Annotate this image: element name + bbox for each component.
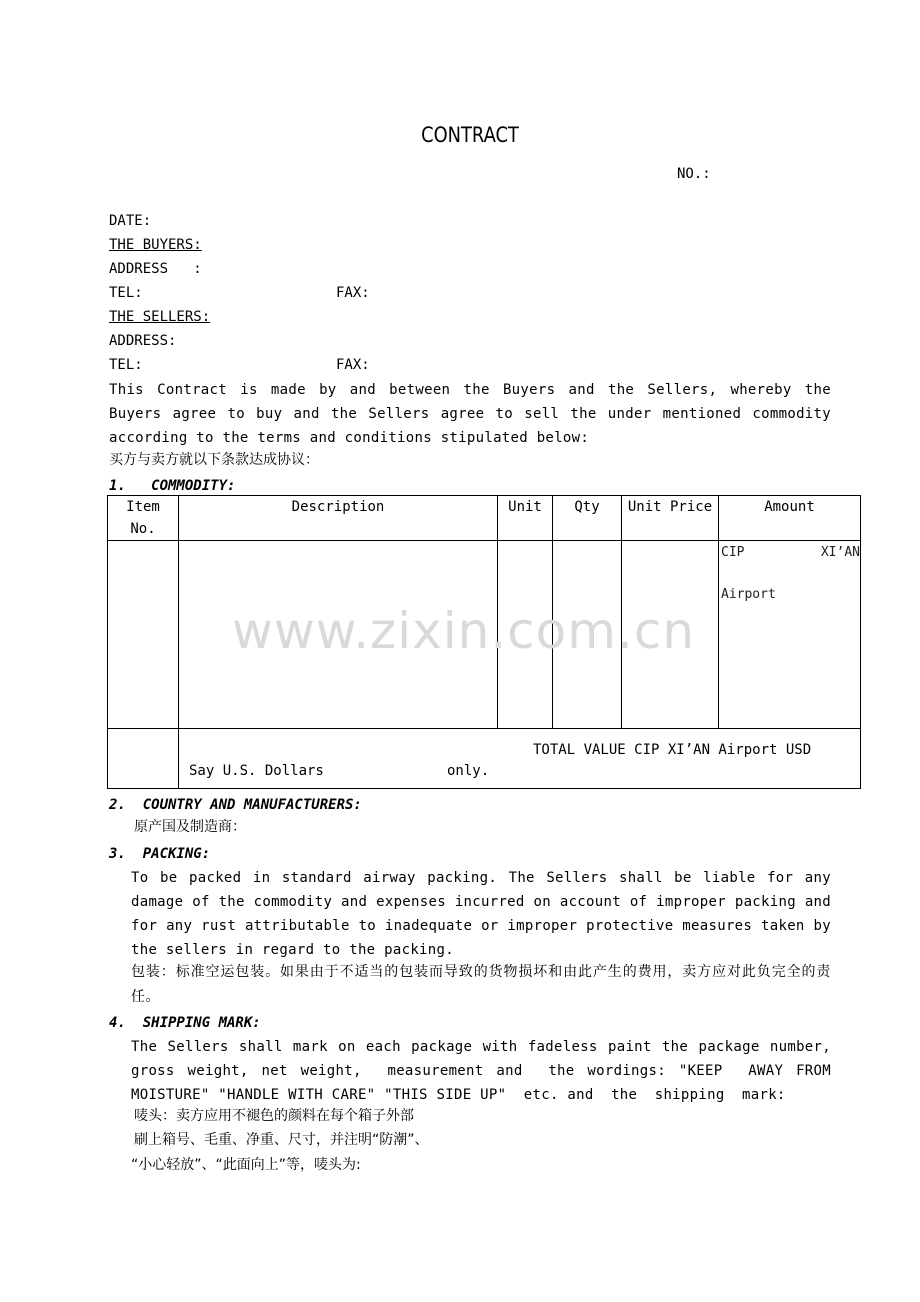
say-dollars-label: Say U.S. Dollars bbox=[189, 763, 324, 779]
column-header-unit-price: Unit Price bbox=[622, 496, 719, 541]
column-header-item-no: Item No. bbox=[108, 496, 179, 541]
buyers-tel-label: TEL: bbox=[109, 285, 143, 301]
buyers-address-label: ADDRESS : bbox=[109, 261, 202, 277]
section-3-chinese: 包装：标准空运包装。如果由于不适当的包装而导致的货物损坏和由此产生的费用，卖方应对此负完全的责任。 bbox=[131, 964, 831, 1005]
section-4-chinese-line-3: “小心轻放”、“此面向上”等，唛头为: bbox=[131, 1157, 361, 1173]
section-4-heading: 4. SHIPPING MARK: bbox=[109, 1015, 261, 1031]
amount-airport-label: Airport bbox=[721, 587, 776, 602]
date-label: DATE: bbox=[109, 213, 152, 229]
amount-city-label: XI’AN bbox=[820, 545, 860, 560]
sellers-heading: THE SELLERS: bbox=[109, 309, 211, 325]
column-header-qty: Qty bbox=[553, 496, 622, 541]
contract-title: CONTRACT bbox=[421, 123, 519, 147]
total-cell bbox=[179, 729, 861, 789]
amount-cell bbox=[719, 541, 861, 729]
intro-paragraph: This Contract is made by and between the Buyers and the Sellers, whereby the Buyers agree to buy and the Sellers agree to sell the under mentioned commodity according to the terms and conditions stipulated below: bbox=[109, 382, 831, 446]
total-row bbox=[108, 729, 861, 789]
column-header-amount: Amount bbox=[719, 496, 861, 541]
section-2-heading: 2. COUNTRY AND MANUFACTURERS: bbox=[109, 797, 362, 813]
section-4-chinese-line-2: 刷上箱号、毛重、净重、尺寸，并注明“防潮”、 bbox=[134, 1132, 429, 1148]
column-header-description: Description bbox=[179, 496, 498, 541]
sellers-address-label: ADDRESS: bbox=[109, 333, 177, 349]
amount-cip-label: CIP bbox=[721, 545, 745, 560]
section-4-chinese-line-1: 唛头：卖方应用不褪色的颜料在每个箱子外部 bbox=[134, 1108, 414, 1124]
table-header-row bbox=[108, 496, 861, 541]
buyers-heading: THE BUYERS: bbox=[109, 237, 202, 253]
contract-number-label: NO.: bbox=[677, 166, 711, 182]
total-empty-cell bbox=[108, 729, 179, 789]
section-4-paragraph: The Sellers shall mark on each package with fadeless paint the package number, gross weight, net weight, measurement and the wordings: "KEEP AWAY FROM MOISTURE" "HANDLE WITH CARE" "THIS SIDE UP" etc. and the shipping mark: bbox=[131, 1039, 840, 1103]
section-1-heading: 1. COMMODITY: bbox=[109, 478, 236, 494]
item-no-cell bbox=[108, 541, 179, 729]
buyers-fax-label: FAX: bbox=[336, 285, 370, 301]
section-3-paragraph: To be packed in standard airway packing. The Sellers shall be liable for any damage of the commodity and expenses incurred on account of improper packing and for any rust attributable to inadequate or improper protective measures taken by the sellers in regard to the packing. bbox=[131, 870, 831, 958]
section-3-heading: 3. PACKING: bbox=[109, 846, 211, 862]
section-2-chinese: 原产国及制造商： bbox=[134, 819, 246, 835]
sellers-tel-label: TEL: bbox=[109, 357, 143, 373]
only-label: only. bbox=[447, 763, 490, 779]
column-header-unit: Unit bbox=[498, 496, 553, 541]
sellers-fax-label: FAX: bbox=[336, 357, 370, 373]
intro-chinese: 买方与卖方就以下条款达成协议： bbox=[109, 452, 319, 468]
total-value-label: TOTAL VALUE CIP XI’AN Airport USD bbox=[533, 742, 812, 758]
watermark: www.zixin.com.cn bbox=[232, 602, 696, 660]
